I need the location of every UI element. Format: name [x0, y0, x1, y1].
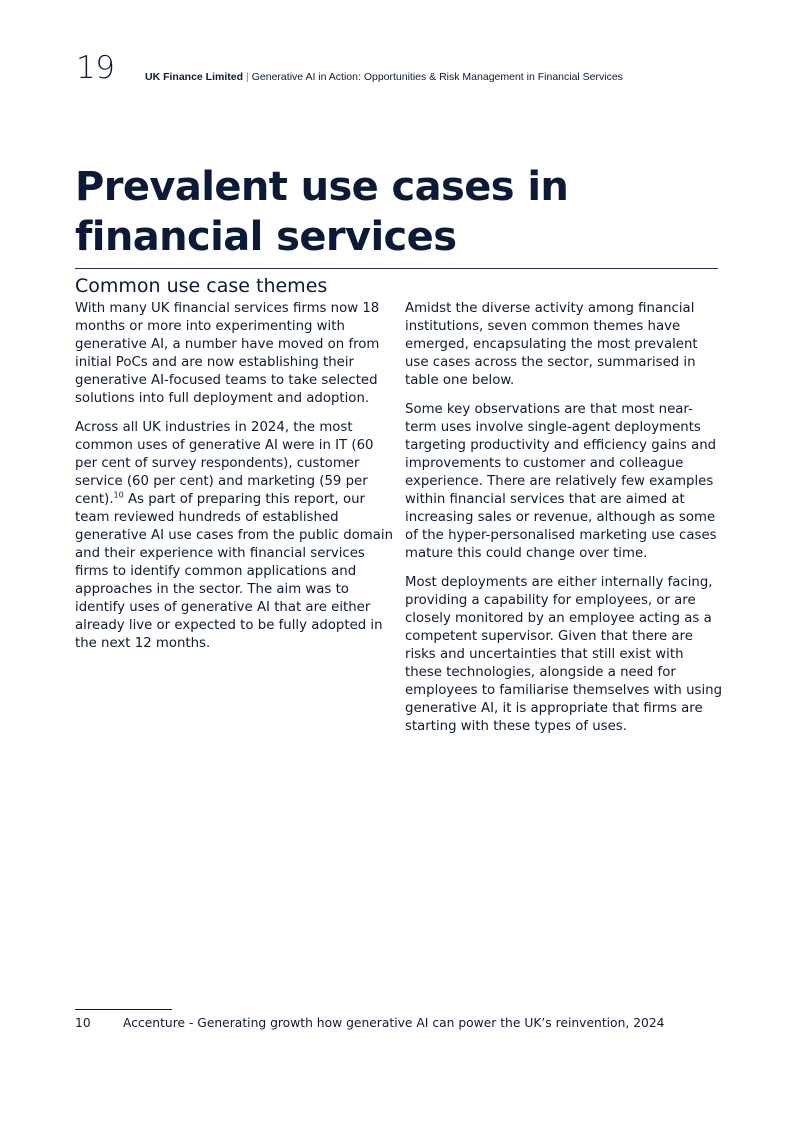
document-title: Generative AI in Action: Opportunities & Risk Management in Financial Services	[251, 71, 623, 83]
title-divider	[75, 268, 718, 269]
left-paragraph-2-text-b: As part of preparing this report, our team reviewed hundreds of established generative AI use cases from the public domain and their experience with financial services firms to identify common applications and approaches in the sector. The aim was to identify uses of generative AI that are either already live or expected to be fully adopted in the next 12 months.	[75, 492, 394, 651]
footnote-reference[interactable]: 10	[113, 490, 124, 500]
header-separator: |	[246, 71, 249, 83]
footnote-number: 10	[75, 1016, 91, 1030]
left-paragraph-2	[75, 419, 393, 653]
page-number: 19	[76, 50, 115, 86]
section-subtitle: Common use case themes	[75, 275, 328, 297]
right-paragraph-1: Amidst the diverse activity among financial institutions, seven common themes have emerged, encapsulating the most prevalent use cases across the sector, summarised in table one below.	[405, 301, 698, 388]
right-paragraph-2: Some key observations are that most near-term uses involve single-agent deployments targeting productivity and efficiency gains and improvements to customer and colleague experience. There are relatively few examples within financial services that are aimed at increasing sales or revenue, although as some of the hyper-personalised marketing use cases mature this could change over time.	[405, 402, 717, 561]
right-paragraph-3: Most deployments are either internally facing, providing a capability for employees, or are closely monitored by an employee acting as a competent supervisor. Given that there are risks and uncertainties that still exist with these technologies, alongside a need for employees to familiarise themselves with using generative AI, it is appropriate that firms are starting with these types of uses.	[405, 575, 723, 734]
organization-name: UK Finance Limited	[145, 71, 244, 83]
page-title: Prevalent use cases in financial services	[75, 164, 569, 260]
footnote-divider	[75, 1009, 172, 1010]
running-header	[145, 71, 623, 83]
footnote-text: Accenture - Generating growth how generative AI can power the UK’s reinvention, 2024	[123, 1016, 665, 1030]
footnote	[75, 1015, 725, 1032]
left-paragraph-1: With many UK financial services firms now 18 months or more into experimenting with generative AI, a number have moved on from initial PoCs and are now establishing their generative AI-focused teams to take selected solutions into full deployment and adoption.	[75, 301, 380, 406]
right-column	[405, 300, 723, 747]
left-paragraph-2-text-a: Across all UK industries in 2024, the most common uses of generative AI were in IT (60 per cent of survey respondents), customer service (60 per cent) and marketing (59 per cent).	[75, 420, 374, 507]
left-column	[75, 300, 393, 664]
